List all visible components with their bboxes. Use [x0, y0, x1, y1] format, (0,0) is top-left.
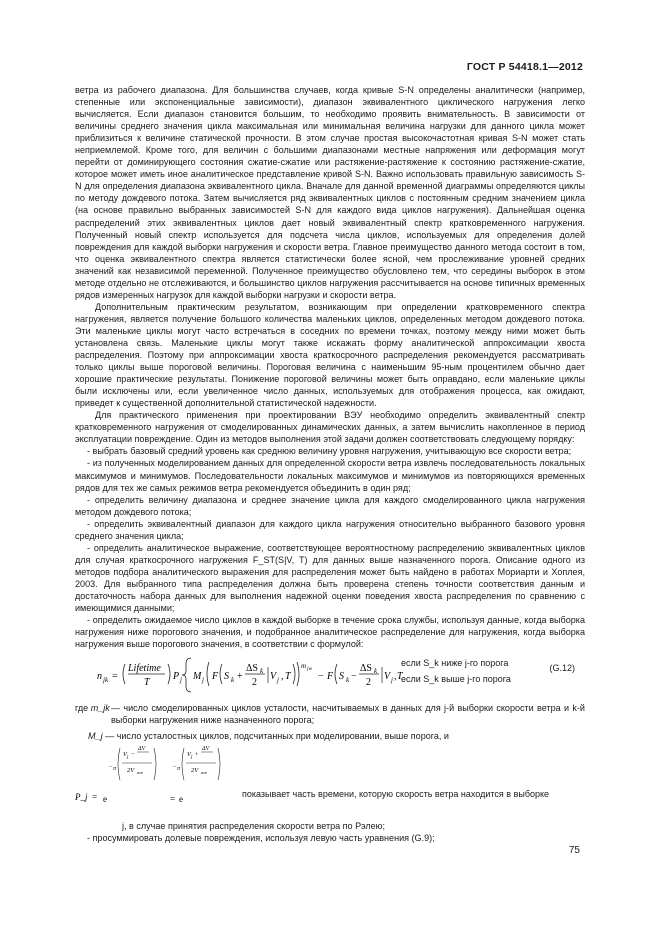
svg-text:аve: аve [137, 770, 144, 776]
svg-text:−: − [318, 671, 324, 683]
svg-text:V: V [123, 751, 127, 759]
pj-description: показывает часть времени, которую скорость ветра находится в выборке [242, 789, 550, 800]
pj-symbol: P_j [75, 792, 88, 803]
svg-text:ΔS: ΔS [246, 663, 258, 675]
paragraph-2: Дополнительным практическим результатом, возникающим при определении кратковременного спектра нагружения, является получение большого количества маленьких циклов, определенных методом дождевого потока. Эти маленькие циклы могут часто встречаться в соседних по времени точках, поэтому между ними может быть установлена связь. Маленькие циклы могут также искажать форму аналитической аппроксимации хвоста распределения. Поэтому при аппроксимации хвоста краткосрочного распределения рекомендуется рассматривать только циклы выше пороговой величины. Пороговая величина с наименьшим 95-ным процентилем обычно дает хорошие практические результаты. Понижение пороговой величины может быть оправдано, если маленькие циклы были исключены или, если увеличенное число данных, используемых для отображения процесса, как ожидают, приведет к существенной дополнительной статистической надежности. [75, 301, 585, 409]
svg-text:jw: jw [307, 666, 313, 673]
condition-below: если S_k ниже j-го порога [401, 658, 509, 669]
where-mjk-definition: — число смоделированных циклов усталости, насчитываемых в данных для j-й выборки скорости ветра и k-й выборки нагружения ниже назначенного порога; [111, 703, 585, 726]
where-Mj-definition [88, 730, 585, 742]
svg-text:V: V [270, 671, 277, 683]
svg-text:k: k [231, 676, 235, 685]
svg-text:e: e [103, 794, 107, 805]
svg-text:k: k [374, 667, 378, 676]
where-block [75, 702, 585, 728]
formula-lifetime: Lifetime [128, 663, 161, 675]
formula-conditions [401, 655, 511, 687]
condition-above: если S_k выше j-го порога [401, 674, 511, 685]
document-header: ГОСТ Р 54418.1—2012 [466, 61, 583, 73]
svg-text:ΔV: ΔV [138, 746, 146, 753]
svg-text:j: j [391, 676, 393, 685]
list-item-1: - выбрать базовый средний уровень как среднюю величину уровня нагружения, учитывающую все скорости ветра; [87, 446, 572, 457]
list-item-6: - определить ожидаемое число циклов в каждой выборке в течение срока службы, используя данные, когда выборка нагружения ниже порогового значения, и подобранное аналитическое распределение для нагружения, когда выборка нагружения выше порогового значения, в соответствии с формулой: [75, 615, 585, 650]
svg-text:V: V [384, 671, 391, 683]
svg-text:e: e [179, 794, 183, 805]
svg-text:j: j [191, 755, 193, 761]
formula-g12 [75, 652, 585, 698]
svg-text:V: V [187, 751, 191, 759]
svg-text:k: k [260, 667, 264, 676]
svg-text:−: − [131, 751, 135, 759]
list-item-7: - просуммировать долевые повреждения, используя левую часть уравнения (G.9); [87, 833, 435, 844]
pj-formula [75, 742, 585, 818]
svg-text:j: j [277, 676, 279, 685]
svg-text:,: , [394, 671, 397, 683]
svg-text:F: F [327, 671, 334, 683]
svg-text:F: F [212, 671, 219, 683]
svg-text:j: j [202, 676, 204, 685]
paragraph-3: Для практического применения при проектировании ВЭУ необходимо определить эквивалентный спектр кратковременного нагружения от смоделированных динамических данных, а затем вычислить накопленное в период эксплуатации повреждение. Один из методов выполнения этой задачи должен соответствовать следующему порядку: [75, 410, 585, 445]
svg-text:=: = [92, 792, 98, 803]
svg-text:аve: аve [201, 770, 208, 776]
svg-text:P: P [173, 671, 180, 683]
svg-text:2: 2 [252, 677, 257, 689]
list-item-4: - определить эквивалентный диапазон для каждого цикла нагружения относительно выбранного базового уровня среднего значения цикла; [75, 518, 585, 541]
svg-text:m: m [301, 662, 307, 671]
svg-text:+: + [195, 751, 199, 759]
list-item-3: - определить величину диапазона и среднее значение цикла для каждого смоделированного цикла нагружения методом дождевого потока; [75, 494, 585, 517]
formula-T: T [144, 677, 150, 689]
list-item-2: - из полученных моделированием данных для определенной скорости ветра извлечь последовательность локальных максимумов и минимумов. Последовательности локальных максимумов и минимумов из повторяющихся временных рядов для тех же самых режимов ветра рекомендуется объединить в один ряд; [75, 458, 585, 493]
list-item-5: - определить аналитическое выражение, соответствующее вероятностному распределению эквивалентных циклов для случая краткосрочного нагружения F_ST(S|V, T) для данных выше назначенного порога. Описание одного из методов подбора аналитического выражения для распределения может быть найдено в работах Мориарти и Хоплея, 2003. Для выбранного типа распределения должна быть проверена степень точности соответствия данным и достаточность набора данных для выполнения надежной оценки поведения хвоста распределения по сравнению с имеющимися данными; [75, 542, 585, 614]
equation-number: (G.12) [549, 663, 575, 674]
svg-text:=: = [170, 794, 176, 805]
svg-text:−: − [109, 764, 113, 771]
svg-text:k: k [346, 676, 350, 685]
svg-text:T: T [285, 671, 291, 683]
svg-text:j: j [180, 676, 182, 685]
svg-text:T: T [397, 671, 403, 683]
svg-text:2V: 2V [127, 767, 135, 775]
Mj-text: — число усталостных циклов, подсчитанных при моделировании, выше порога, и [105, 731, 449, 742]
svg-text:π: π [113, 766, 117, 773]
svg-text:S: S [339, 671, 344, 683]
svg-text:ΔS: ΔS [360, 663, 372, 675]
svg-text:2V: 2V [191, 767, 199, 775]
svg-text:π: π [177, 766, 181, 773]
formula-lhs-sub: jk [103, 676, 109, 685]
paragraph-1: ветра из рабочего диапазона. Для большинства случаев, когда кривые S-N определены аналитически (например, степенные или экспоненциальные зависимости), диапазон эквивалентного циклического нагружения легко вычисляется. Если диапазон становится большим, то необходимо проявить внимательность. В зависимости от величины среднего значения цикла максимальная или минимальная величина нагрузки для данного цикла может приблизиться к величине статической прочности. В этом случае простая высокочастотная кривая S-N может стать неприемлемой. Кроме того, для величин с большими диапазонами местные напряжения или деформация могут перейти от доминирующего состояния сжатие-сжатие или растяжение-растяжение к состоянию растяжение-сжатие, которое может иметь иное аналитическое представление кривой S-N. Важно использовать правильную зависимость S-N для определения диапазона эквивалентного цикла. Вначале для данной временной диаграммы определяются циклы по методу дождевого потока. Затем вычисляется ряд эквивалентных циклов с постоянным средним значением цикла (на основе правильно выбранных зависимостей S-N для каждого вида циклов нагружения). Дальнейшая оценка распределений этих эквивалентных циклов дает новый эквивалентный спектр кратковременного нагружения. Полученный новый спектр используется для подсчета числа циклов, используемых для определения долей повреждения для каждой выборки нагружения и скорости ветра. Главное преимущество данного метода состоит в том, что оценка эквивалентного спектра является статистически более ясной, чем прослеживание уровней средних значений как независимой переменной. Полученное преимущество обусловлено тем, что середины выборок в этом методе отдельно не отслеживаются, и большинство циклов нагружения рассчитывается на основе типичных временных рядов измеренных нагрузок для каждой выборки нагрузки и скорости ветра. [75, 85, 585, 300]
svg-text:+: + [237, 671, 243, 683]
svg-text:M: M [193, 671, 202, 683]
formula-lhs: n [97, 671, 102, 683]
pj-description-continued: j, в случае принятия распределения скорости ветра по Рэлею; [122, 821, 385, 832]
svg-text:−: − [173, 764, 177, 771]
svg-text:ΔV: ΔV [202, 746, 210, 753]
page-number: 75 [568, 845, 580, 856]
svg-text:,: , [281, 671, 284, 683]
Mj-symbol: M_j [88, 731, 103, 742]
page-content [75, 84, 585, 844]
svg-text:2: 2 [366, 677, 371, 689]
svg-text:S: S [224, 671, 229, 683]
where-word: где m_jk [75, 703, 110, 714]
svg-text:=: = [112, 671, 118, 683]
svg-text:−: − [351, 671, 357, 683]
svg-text:j: j [127, 755, 129, 761]
